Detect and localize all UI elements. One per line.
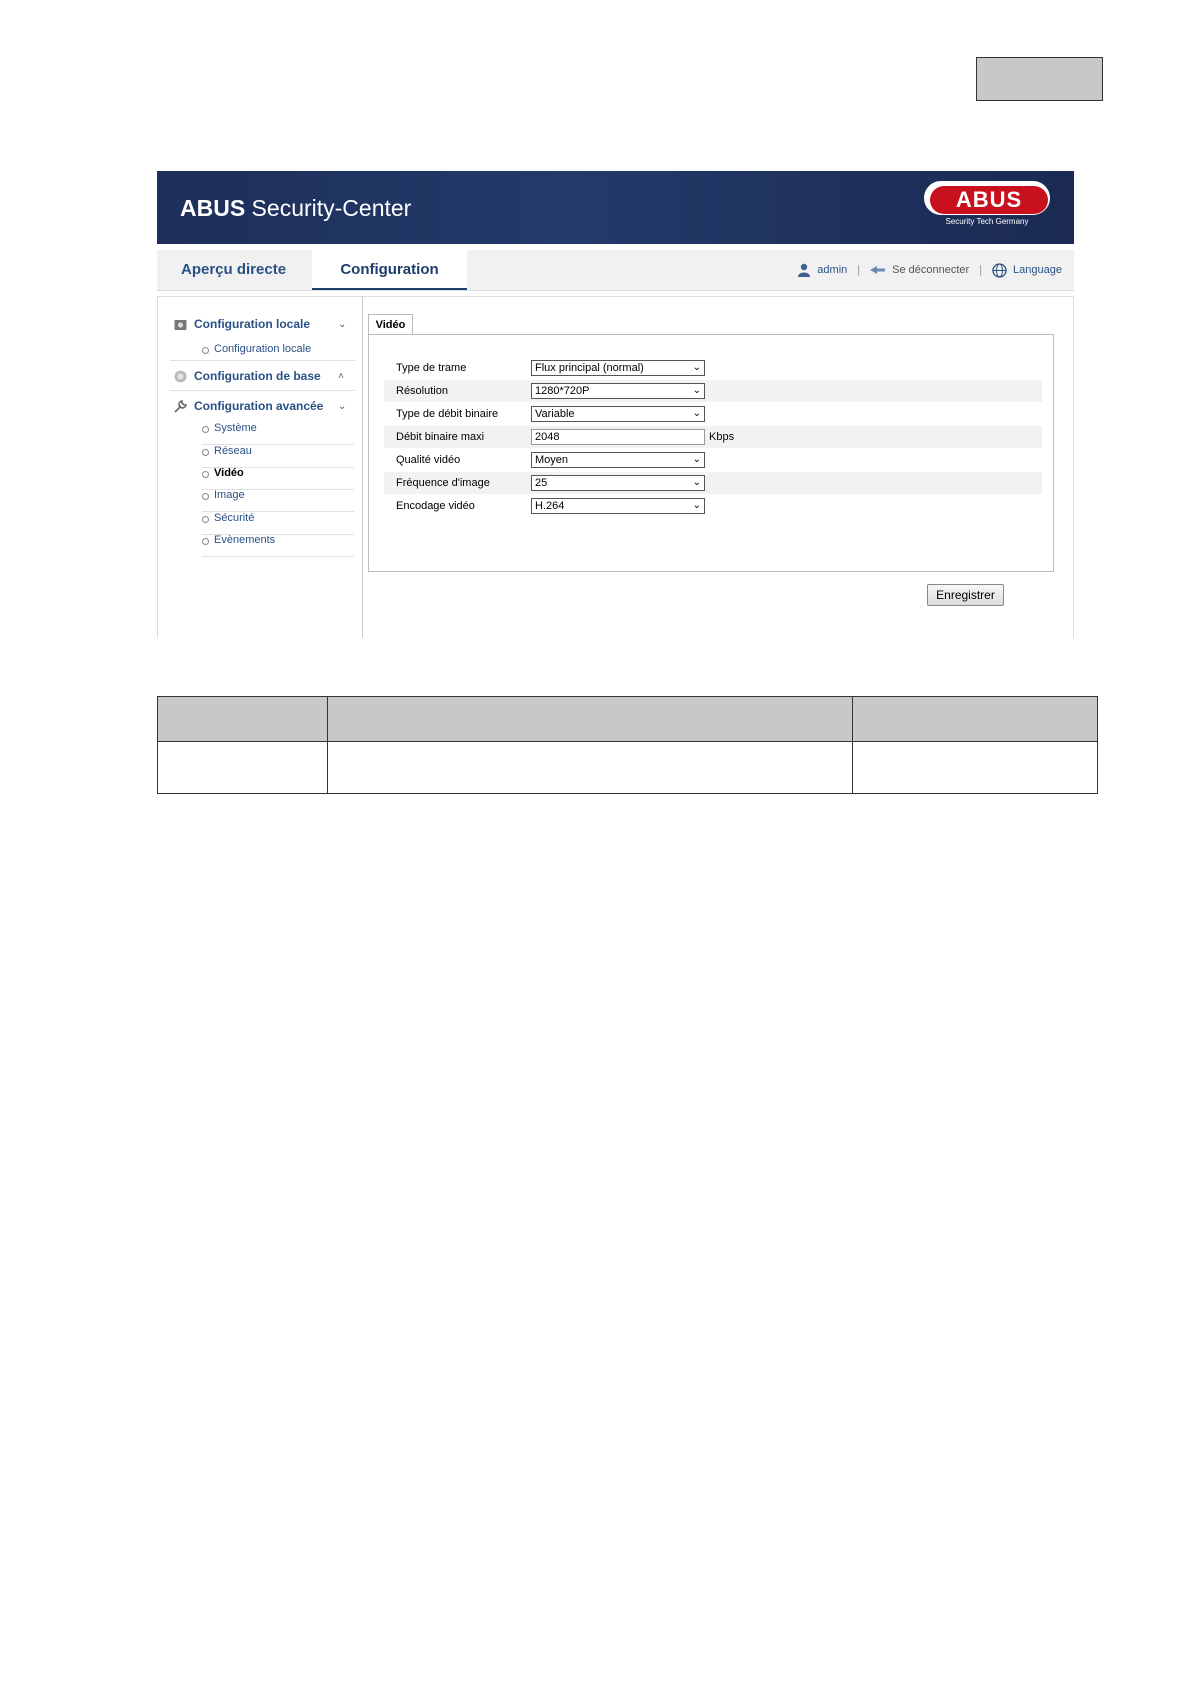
bullet-icon xyxy=(202,538,209,545)
table-cell xyxy=(158,742,328,794)
table-header-row xyxy=(158,697,1098,742)
sidebar-item-image[interactable] xyxy=(202,489,354,512)
table-header-cell xyxy=(853,697,1098,742)
sidebar-item-system[interactable] xyxy=(202,422,354,445)
chevron-down-icon: ⌄ xyxy=(692,500,701,511)
sidebar-group-advanced[interactable] xyxy=(174,399,347,413)
chevron-down-icon: ⌄ xyxy=(692,362,701,373)
field-resolution xyxy=(384,380,1042,402)
username: admin xyxy=(817,264,848,276)
field-bitrate-type xyxy=(384,403,1042,425)
chevron-down-icon: ⌄ xyxy=(338,400,347,412)
sidebar-group-label: Configuration avancée xyxy=(194,399,324,413)
doc-table xyxy=(157,696,1098,794)
camera-icon xyxy=(174,318,187,331)
field-label: Débit binaire maxi xyxy=(396,431,485,443)
sidebar-item-security[interactable] xyxy=(202,512,354,535)
sidebar-item-local-config[interactable] xyxy=(202,343,354,355)
top-nav xyxy=(157,250,1074,291)
max-bitrate-input[interactable]: 2048 xyxy=(531,429,705,445)
page-number-box xyxy=(976,57,1103,101)
language-link[interactable]: Language xyxy=(1013,264,1062,276)
table-header-cell xyxy=(158,697,328,742)
tab-video[interactable]: Vidéo xyxy=(368,314,413,335)
bullet-icon xyxy=(202,493,209,500)
sidebar-group-local[interactable] xyxy=(174,317,347,331)
logout-icon xyxy=(870,265,886,275)
field-label: Type de trame xyxy=(396,362,467,374)
frame-rate-select[interactable]: 25 ⌄ xyxy=(531,475,705,491)
header-banner xyxy=(157,171,1074,244)
sidebar-group-label: Configuration de base xyxy=(194,369,321,383)
field-label: Encodage vidéo xyxy=(396,500,475,512)
save-button[interactable]: Enregistrer xyxy=(927,584,1004,606)
abus-logo: ABUS Security Tech Germany xyxy=(924,181,1052,229)
sidebar-item-label: Image xyxy=(214,489,245,501)
sidebar-item-label: Système xyxy=(214,422,257,434)
divider xyxy=(170,390,356,391)
logout-link[interactable]: Se déconnecter xyxy=(892,264,970,276)
bullet-icon xyxy=(202,516,209,523)
chevron-up-icon: ˄ xyxy=(338,370,344,382)
sidebar-item-label: Configuration locale xyxy=(214,343,312,355)
table-row xyxy=(158,742,1098,794)
field-frame-rate xyxy=(384,472,1042,494)
table-cell xyxy=(328,742,853,794)
field-stream-type xyxy=(384,357,1042,379)
stream-type-select[interactable]: Flux principal (normal) ⌄ xyxy=(531,360,705,376)
bullet-icon xyxy=(202,426,209,433)
chevron-down-icon: ⌄ xyxy=(692,408,701,419)
field-video-encoding xyxy=(384,495,1042,517)
table-cell xyxy=(853,742,1098,794)
sidebar-item-label: Vidéo xyxy=(214,467,244,479)
field-label: Résolution xyxy=(396,385,448,397)
video-encoding-select[interactable]: H.264 ⌄ xyxy=(531,498,705,514)
bitrate-type-select[interactable]: Variable ⌄ xyxy=(531,406,705,422)
bullet-icon xyxy=(202,347,209,354)
wrench-icon xyxy=(174,400,187,413)
sidebar-item-network[interactable] xyxy=(202,445,354,468)
chevron-down-icon: ⌄ xyxy=(692,454,701,465)
sidebar-item-label: Réseau xyxy=(214,445,252,457)
sidebar-group-basic[interactable] xyxy=(174,369,344,383)
sidebar-item-label: Sécurité xyxy=(214,512,255,524)
field-label: Qualité vidéo xyxy=(396,454,461,466)
disc-icon xyxy=(174,370,187,383)
bullet-icon xyxy=(202,449,209,456)
sidebar-item-label: Evènements xyxy=(214,534,276,546)
config-panel xyxy=(157,296,1074,638)
table-header-cell xyxy=(328,697,853,742)
unit-label: Kbps xyxy=(709,431,735,443)
video-quality-select[interactable]: Moyen ⌄ xyxy=(531,452,705,468)
chevron-down-icon: ⌄ xyxy=(692,477,701,488)
video-settings-form xyxy=(368,334,1054,572)
field-video-quality xyxy=(384,449,1042,471)
divider xyxy=(170,360,356,361)
sidebar-group-label: Configuration locale xyxy=(194,317,311,331)
field-max-bitrate xyxy=(384,426,1042,448)
tab-live-view[interactable]: Aperçu directe xyxy=(181,261,287,278)
globe-icon xyxy=(992,263,1007,278)
logo-tagline: Security Tech Germany xyxy=(945,217,1029,226)
sidebar-item-video[interactable] xyxy=(202,467,354,490)
bullet-icon xyxy=(202,471,209,478)
resolution-select[interactable]: 1280*720P ⌄ xyxy=(531,383,705,399)
chevron-down-icon: ⌄ xyxy=(692,385,701,396)
sidebar-item-events[interactable] xyxy=(202,534,354,557)
sidebar xyxy=(158,297,363,638)
user-icon xyxy=(797,263,811,277)
screenshot xyxy=(157,171,1074,638)
tab-configuration[interactable]: Configuration xyxy=(312,250,467,290)
field-label: Type de débit binaire xyxy=(396,408,499,420)
app-title: ABUS Security-Center xyxy=(180,195,412,221)
field-label: Fréquence d'image xyxy=(396,477,490,489)
user-menu: admin | Se déconnecter | Language xyxy=(797,250,1062,290)
chevron-down-icon: ⌄ xyxy=(338,318,347,330)
